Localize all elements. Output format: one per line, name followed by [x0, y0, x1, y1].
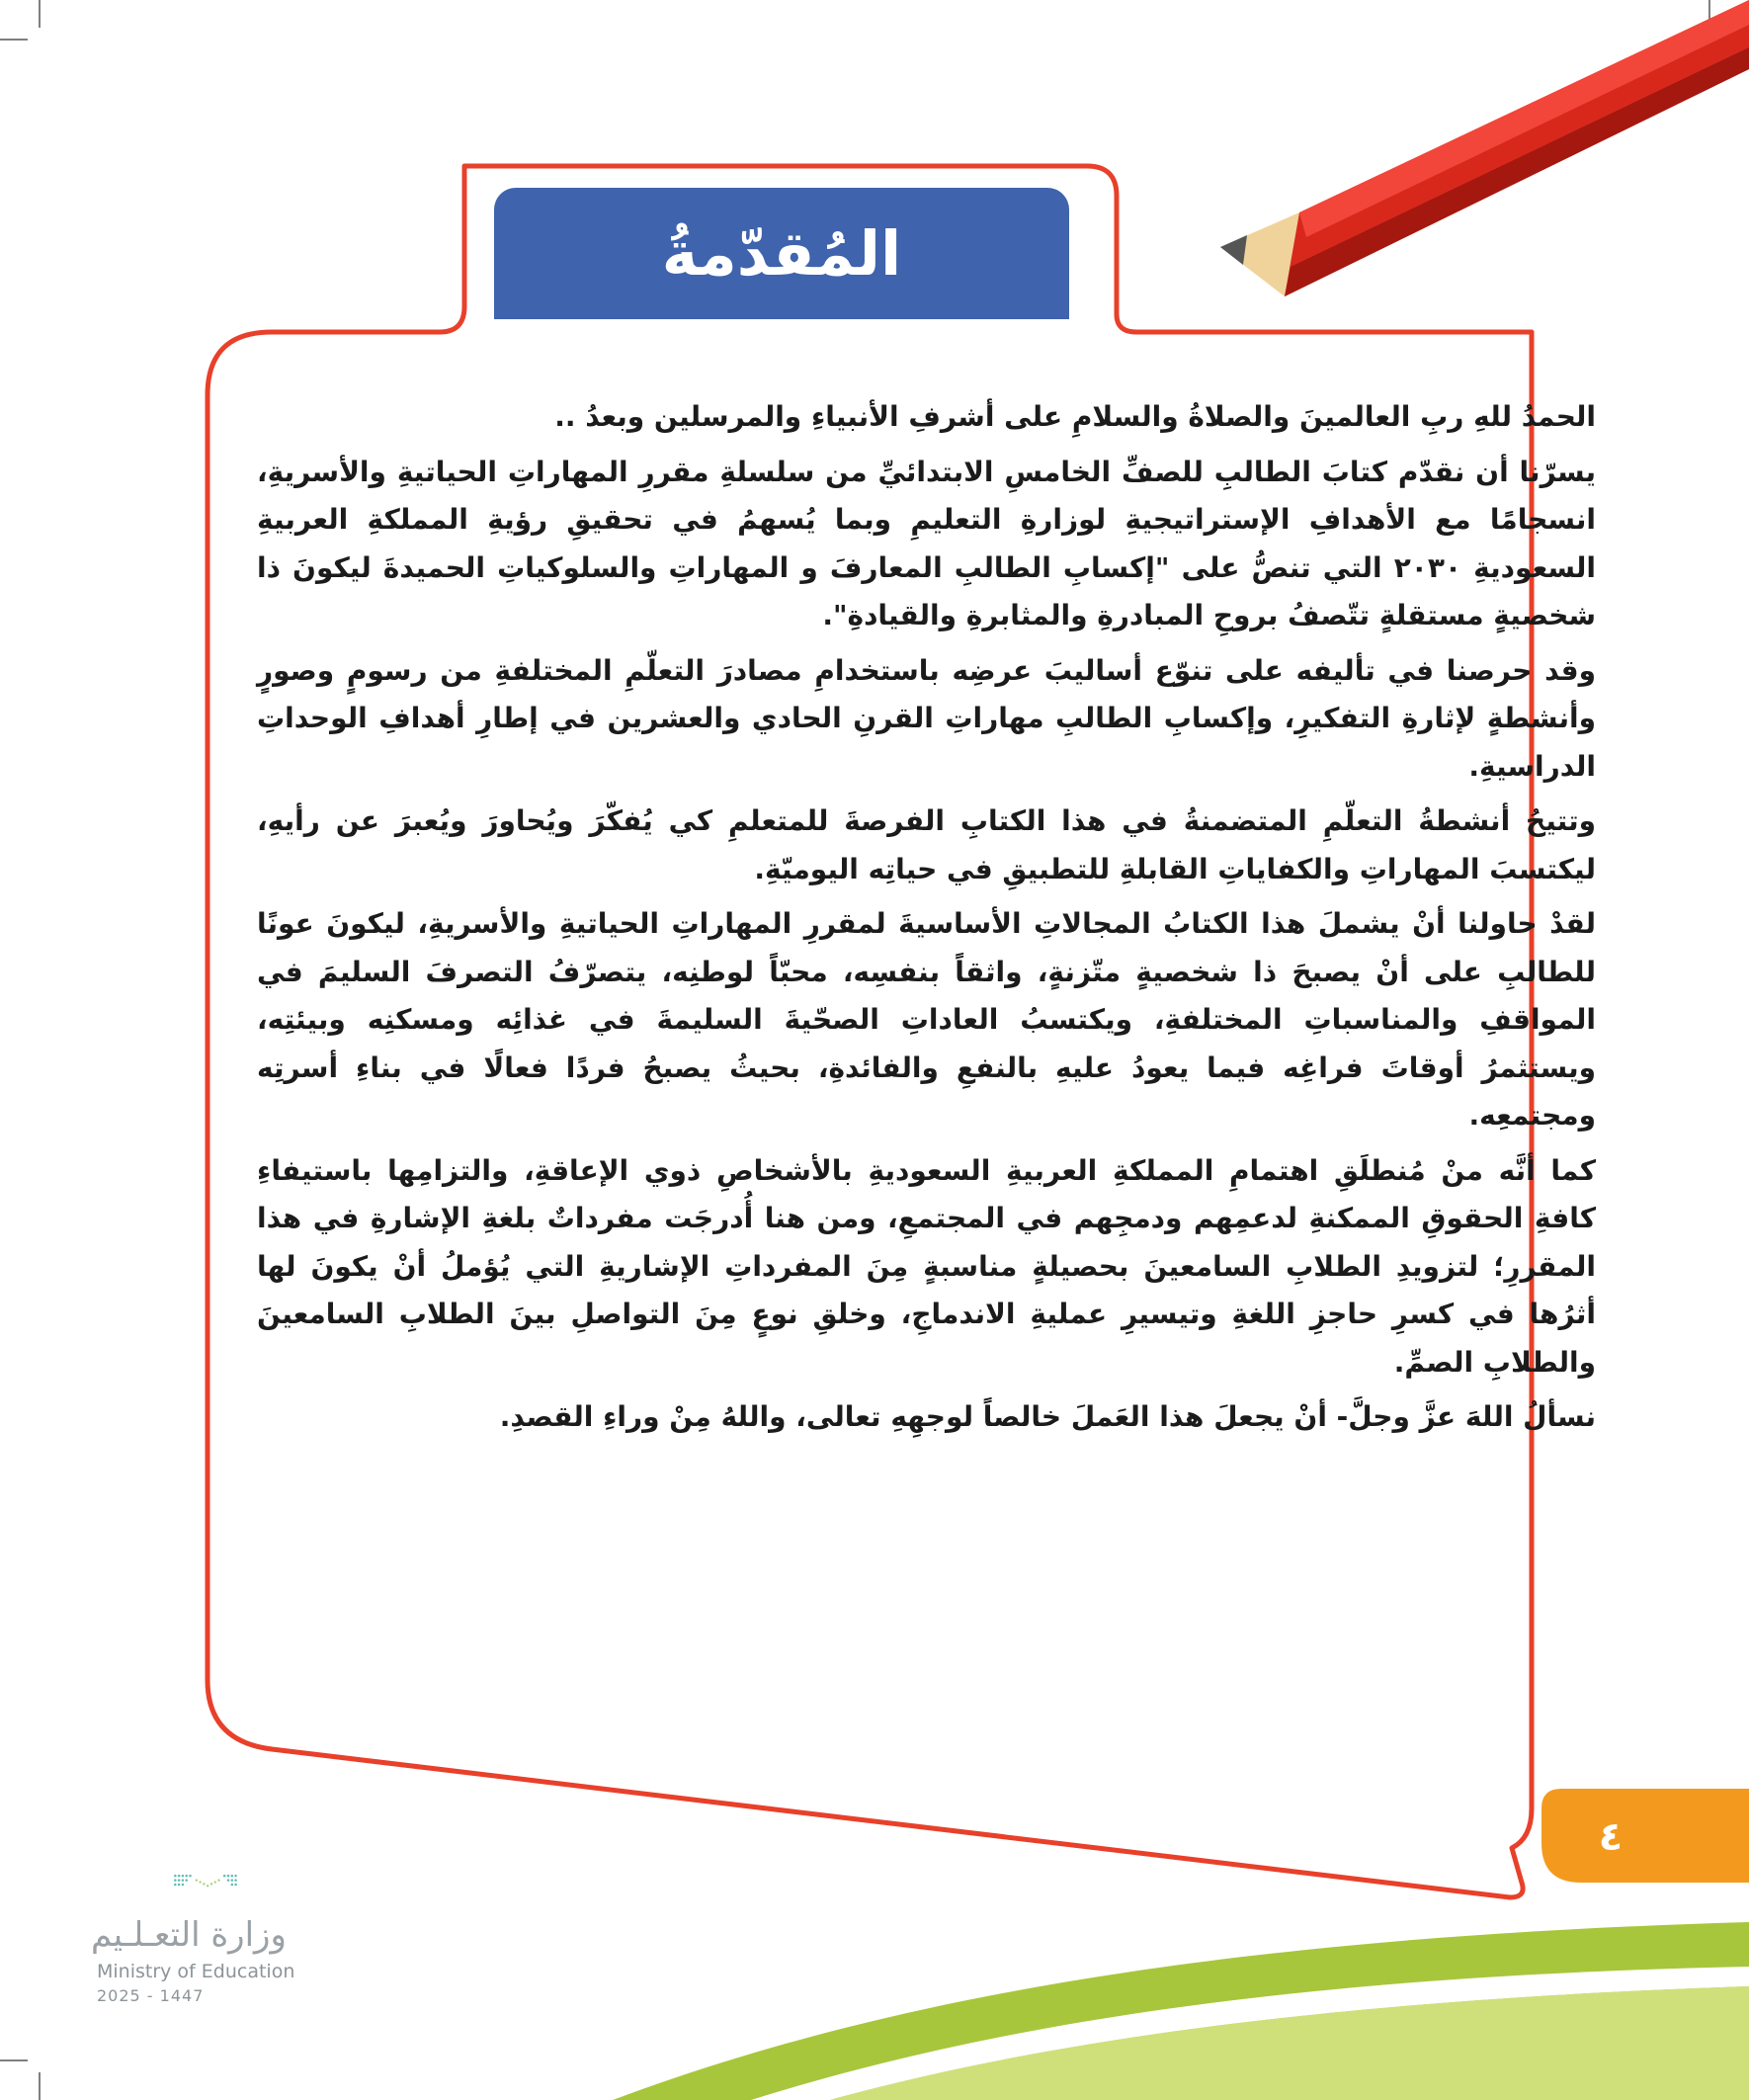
paragraph: نسألُ اللهَ عزَّ وجلَّ- أنْ يجعلَ هذا العَملَ خالصاً لوجهِهِ تعالى، واللهُ مِنْ وراءِ القصدِ.	[499, 1400, 1596, 1433]
title-banner	[494, 188, 1069, 319]
green-swoosh	[613, 1922, 1749, 2100]
ministry-name-arabic: وزارة التعـلـيم	[91, 1915, 287, 1955]
paragraph: يسرّنا أن نقدّم كتابَ الطالبِ للصفِّ الخامسِ الابتدائيِّ من سلسلةِ مقررِ المهاراتِ الحياتيةِ والأسريةِ، انسجامًا مع الأهدافِ الإستراتيجيةِ لوزارةِ التعليمِ وبما يُسهمُ في تحقيقِ رؤيةِ المملكةِ العربيةِ السعوديةِ ٢٠٣٠ التي تنصُّ على "إكسابِ الطالبِ المعارفَ و المهاراتِ والسلوكياتِ الحميدةَ ليكونَ ذا شخصيةٍ مستقلةٍ تتّصفُ بروحِ المبادرةِ والمثابرةِ والقيادةِ".	[257, 455, 1596, 631]
paragraph: وتتيحُ أنشطةُ التعلّمِ المتضمنةُ في هذا الكتابِ الفرصةَ للمتعلمِ كي يُفكّرَ ويُحاورَ ويُعبرَ عن رأيهِ، ليكتسبَ المهاراتِ والكفاياتِ القابلةِ للتطبيقِ في حياتِه اليوميّةِ.	[257, 804, 1596, 885]
paragraph: كما أنَّه منْ مُنطلَقِ اهتمامِ المملكةِ العربيةِ السعوديةِ بالأشخاصِ ذوي الإعاقةِ، والتزامِها باستيفاءِ كافةِ الحقوقِ الممكنةِ لدعمِهم ودمجِهم في المجتمعِ، ومن هنا أُدرجَت مفرداتٌ بلغةِ الإشارةِ في هذا المقررِ؛ لتزويدِ الطلابِ السامعينَ بحصيلةٍ مناسبةٍ مِنَ المفرداتِ الإشاريةِ التي يُؤملُ أنْ يكونَ لها أثرُها في كسرِ حاجزِ اللغةِ وتيسيرِ عمليةِ الاندماجِ، وخلقِ نوعٍ مِنَ التواصلِ بينَ الطلابِ السامعينَ والطلابِ الصمِّ.	[257, 1153, 1596, 1379]
edition-year: 2025 - 1447	[97, 1986, 205, 2005]
ministry-name-english: Ministry of Education	[97, 1961, 295, 1982]
page-number-badge	[1541, 1789, 1749, 1883]
red-pencil-illustration	[1220, 0, 1749, 296]
paragraph: لقدْ حاولنا أنْ يشملَ هذا الكتابُ المجالاتِ الأساسيةَ لمقررِ المهاراتِ الحياتيةِ والأسريةِ، ليكونَ عونًا للطالبِ على أنْ يصبحَ ذا شخصيةٍ متّزنةٍ، واثقاً بنفسِه، محبّاً لوطنِه، يتصرّفُ التصرفَ السليمَ في المواقفِ والمناسباتِ المختلفةِ، ويكتسبُ العاداتِ الصحّيةَ السليمةَ في غذائِه ومسكنِه وبيئتِه، ويستثمرُ أوقاتَ فراغِه فيما يعودُ عليهِ بالنفعِ والفائدةِ، بحيثُ يصبحُ فردًا فعالًا في بناءِ أسرتِه ومجتمعِه.	[257, 907, 1596, 1132]
introduction-text	[257, 393, 1596, 1449]
paragraph: وقد حرصنا في تأليفه على تنوّع أساليبَ عرضِه باستخدامِ مصادرَ التعلّمِ المختلفةِ من رسومٍ وصورٍ وأنشطةٍ لإثارةِ التفكيرِ، وإكسابِ الطالبِ مهاراتِ القرنِ الحادي والعشرين في إطارِ أهدافِ الوحداتِ الدراسيةِ.	[257, 653, 1596, 783]
paragraph: الحمدُ للهِ ربِ العالمينَ والصلاةُ والسلامِ على أشرفِ الأنبياءِ والمرسلين وبعدُ ..	[554, 400, 1596, 433]
page-number: ٤	[1598, 1814, 1624, 1860]
page-title: المُقدّمةُ	[661, 217, 902, 290]
